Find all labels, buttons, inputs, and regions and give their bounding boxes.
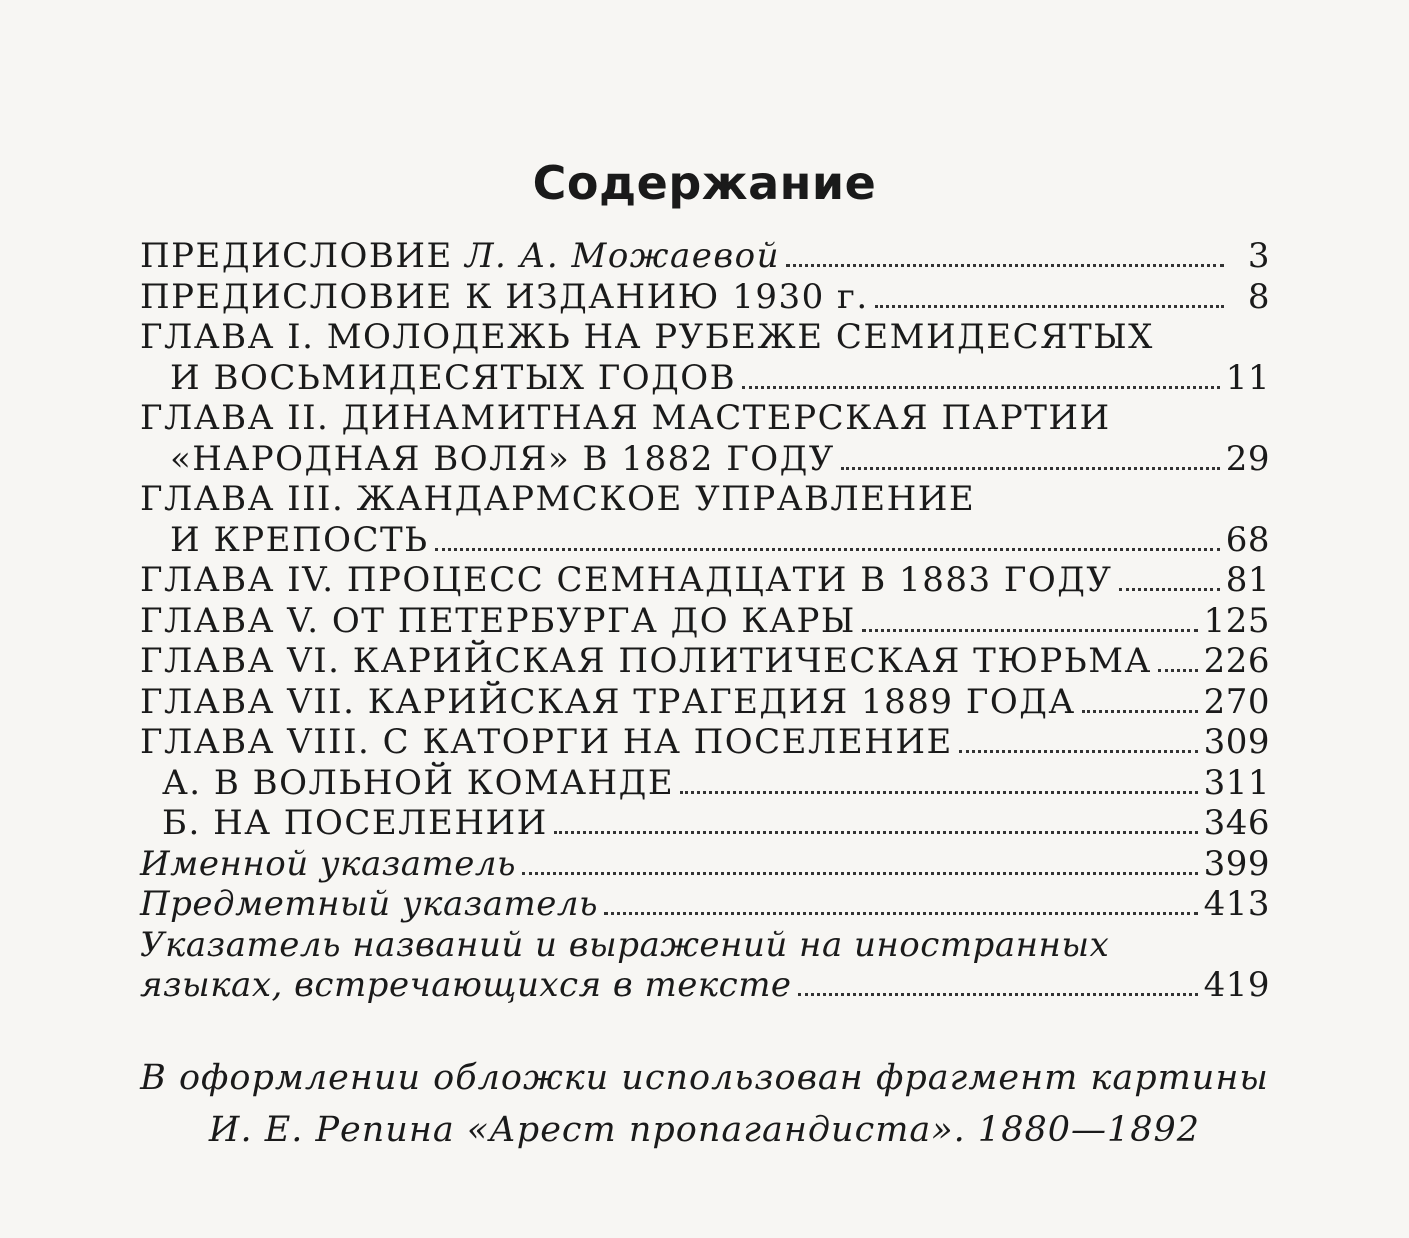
cover-note <box>0 1052 1409 1156</box>
toc-entry-chapter-4[interactable] <box>140 560 1270 601</box>
cover-note-line-1: В оформлении обложки использован фрагмент картины <box>140 1058 1269 1098</box>
toc-entry-title-cont: И ВОСЬМИДЕСЯТЫХ ГОДОВ <box>170 357 737 398</box>
toc-page-number: 413 <box>1203 884 1270 924</box>
toc-page-number: 81 <box>1225 560 1270 600</box>
toc-entry-title-cont: «НАРОДНАЯ ВОЛЯ» В 1882 ГОДУ <box>170 438 835 479</box>
toc-entry-foreign-index-cont[interactable] <box>140 965 1270 1006</box>
toc-entry-chapter-7[interactable] <box>140 682 1270 723</box>
dot-leader <box>875 304 1224 308</box>
dot-leader <box>959 749 1198 753</box>
toc-entry-section-b[interactable] <box>140 803 1270 844</box>
dot-leader <box>604 911 1198 915</box>
dot-leader <box>1119 587 1220 591</box>
toc-entry-title: Б. НА ПОСЕЛЕНИИ <box>162 803 548 843</box>
dot-leader <box>435 547 1220 551</box>
toc-page-number: 309 <box>1203 722 1270 762</box>
cover-note-line-2: И. Е. Репина «Арест пропагандиста». 1880—1892 <box>208 1110 1201 1150</box>
dot-leader <box>798 992 1198 996</box>
toc-page-number: 3 <box>1247 236 1270 276</box>
toc-page-number: 226 <box>1203 641 1270 681</box>
toc-page-number: 399 <box>1203 843 1270 884</box>
toc-entry-title: Указатель названий и выражений на иностранных <box>140 924 1110 965</box>
dot-leader <box>1158 668 1198 672</box>
toc-page-number: 11 <box>1225 357 1270 398</box>
toc-entry-title-cont: И КРЕПОСТЬ <box>170 519 429 560</box>
toc-entry-title: Предметный указатель <box>140 884 599 924</box>
toc-page-number: 8 <box>1247 276 1270 317</box>
toc-entry-name-index[interactable] <box>140 844 1270 885</box>
toc-page-number: 29 <box>1225 438 1270 479</box>
toc-entry-chapter-1[interactable] <box>140 317 1270 358</box>
toc-entry-title: А. В ВОЛЬНОЙ КОМАНДЕ <box>162 762 675 803</box>
toc-entry-chapter-3[interactable] <box>140 479 1270 520</box>
toc-entry-title: ГЛАВА II. ДИНАМИТНАЯ МАСТЕРСКАЯ ПАРТИИ <box>140 398 1111 438</box>
toc-entry-chapter-5[interactable] <box>140 601 1270 642</box>
dot-leader <box>862 628 1198 632</box>
dot-leader <box>1082 709 1198 713</box>
dot-leader <box>742 385 1220 389</box>
toc-entry-preface-1930[interactable] <box>140 277 1270 318</box>
toc-entry-chapter-3-cont[interactable] <box>140 520 1270 561</box>
page-title: Содержание <box>532 156 877 210</box>
toc-entry-title: ПРЕДИСЛОВИЕ <box>140 236 466 276</box>
toc-page-number: 68 <box>1225 519 1270 560</box>
toc-entry-title-cont: языках, встречающихся в тексте <box>140 965 792 1005</box>
toc-entry-preface-mozhaeva[interactable] <box>140 236 1270 277</box>
toc-entry-author: Л. А. Можаевой <box>465 236 781 276</box>
toc-page-number: 270 <box>1203 681 1270 722</box>
toc-entry-title: ГЛАВА VII. КАРИЙСКАЯ ТРАГЕДИЯ 1889 ГОДА <box>140 681 1076 722</box>
toc-page-number: 311 <box>1203 762 1270 803</box>
toc-entry-title: ГЛАВА I. МОЛОДЕЖЬ НА РУБЕЖЕ СЕМИДЕСЯТЫХ <box>140 317 1154 357</box>
toc-entry-chapter-2-cont[interactable] <box>140 439 1270 480</box>
toc-entry-chapter-1-cont[interactable] <box>140 358 1270 399</box>
toc-entry-section-a[interactable] <box>140 763 1270 804</box>
dot-leader <box>786 263 1224 267</box>
toc-entry-title: ГЛАВА III. ЖАНДАРМСКОЕ УПРАВЛЕНИЕ <box>140 479 976 519</box>
dot-leader <box>554 830 1198 834</box>
dot-leader <box>841 466 1220 470</box>
toc-entry-title: ГЛАВА IV. ПРОЦЕСС СЕМНАДЦАТИ В 1883 ГОДУ <box>140 560 1113 600</box>
toc-page-number: 125 <box>1203 600 1270 641</box>
toc-entry-title: Именной указатель <box>140 843 517 884</box>
toc-entry-title: ПРЕДИСЛОВИЕ К ИЗДАНИЮ 1930 г. <box>140 276 869 317</box>
toc-page-number: 346 <box>1203 803 1270 843</box>
toc-entry-chapter-6[interactable] <box>140 641 1270 682</box>
toc-entry-title: ГЛАВА V. ОТ ПЕТЕРБУРГА ДО КАРЫ <box>140 600 856 641</box>
toc-entry-title: ГЛАВА VIII. С КАТОРГИ НА ПОСЕЛЕНИЕ <box>140 722 953 762</box>
dot-leader <box>522 871 1198 875</box>
toc-entry-chapter-8[interactable] <box>140 722 1270 763</box>
dot-leader <box>680 790 1197 794</box>
table-of-contents <box>140 236 1270 1006</box>
toc-entry-title: ГЛАВА VI. КАРИЙСКАЯ ПОЛИТИЧЕСКАЯ ТЮРЬМА <box>140 641 1152 681</box>
toc-page-number: 419 <box>1203 965 1270 1005</box>
toc-entry-foreign-index[interactable] <box>140 925 1270 966</box>
toc-entry-chapter-2[interactable] <box>140 398 1270 439</box>
toc-entry-subject-index[interactable] <box>140 884 1270 925</box>
